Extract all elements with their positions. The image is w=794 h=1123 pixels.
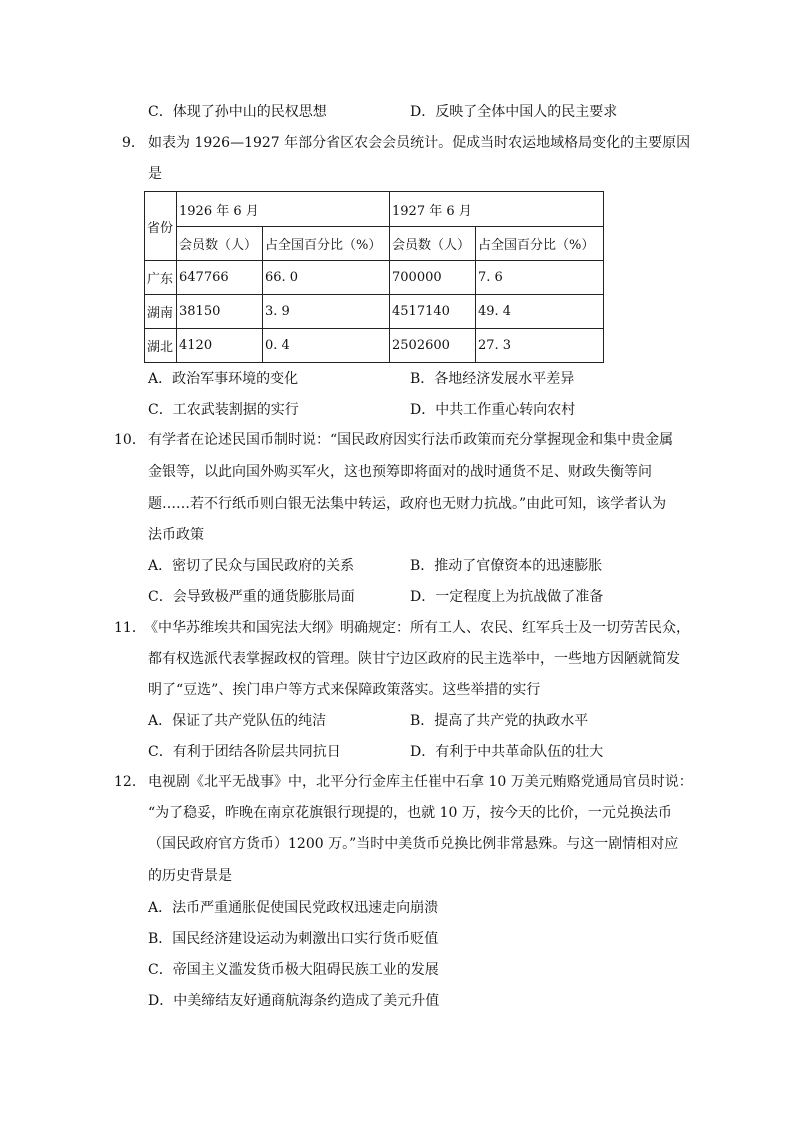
q12-option-a: A．法币严重通胀促使国民党政权迅速走向崩溃 bbox=[148, 900, 439, 916]
q12-line3: （国民政府官方货币）1200 万。”当时中美货币兑换比例非常悬殊。与这一剧情相对应 bbox=[148, 836, 679, 852]
table-cell-members-1926: 38150 bbox=[177, 295, 263, 329]
table-row bbox=[145, 261, 604, 295]
q11-number: 11． bbox=[114, 620, 146, 636]
q9-membership-table bbox=[144, 191, 604, 363]
q11-option-d: D．有利于中共革命队伍的壮大 bbox=[410, 744, 604, 760]
q9-stem-line1: 如表为 1926—1927 年部分省区农会会员统计。促成当时农运地域格局变化的主要原因 bbox=[148, 135, 691, 151]
table-row bbox=[145, 295, 604, 329]
q12-option-b: B．国民经济建设运动为刺激出口实行货币贬值 bbox=[148, 931, 439, 947]
q12-line4: 的历史背景是 bbox=[148, 868, 232, 884]
table-header-percent-1927: 占全国百分比（%） bbox=[476, 227, 604, 261]
table-cell-members-1927: 4517140 bbox=[390, 295, 476, 329]
table-header-members-1927: 会员数（人） bbox=[390, 227, 476, 261]
q9-option-d: D．中共工作重心转向农村 bbox=[410, 402, 576, 418]
table-cell-percent-1926: 66. 0 bbox=[263, 261, 390, 295]
table-row bbox=[145, 329, 604, 363]
q10-option-b: B．推动了官僚资本的迅速膨胀 bbox=[410, 558, 603, 574]
table-cell-percent-1926: 0. 4 bbox=[263, 329, 390, 363]
q12-line2: “为了稳妥，昨晚在南京花旗银行现提的，也就 10 万，按今天的比价，一元兑换法币 bbox=[148, 805, 672, 821]
q10-line1: 有学者在论述民国币制时说：“国民政府因实行法币政策而充分掌握现金和集中贵金属 bbox=[148, 432, 674, 448]
q12-option-c: C．帝国主义滥发货币极大阻碍民族工业的发展 bbox=[148, 962, 439, 978]
table-cell-percent-1926: 3. 9 bbox=[263, 295, 390, 329]
table-cell-percent-1927: 7. 6 bbox=[476, 261, 604, 295]
table-cell-members-1927: 2502600 bbox=[390, 329, 476, 363]
q12-line1: 电视剧《北平无战事》中，北平分行金库主任崔中石拿 10 万美元贿赂党通局官员时说： bbox=[148, 774, 693, 790]
q9-option-b: B．各地经济发展水平差异 bbox=[410, 371, 575, 387]
q9-option-c: C．工农武装割据的实行 bbox=[148, 402, 299, 418]
q10-number: 10． bbox=[114, 432, 146, 448]
table-cell-members-1926: 4120 bbox=[177, 329, 263, 363]
q10-option-d: D．一定程度上为抗战做了准备 bbox=[410, 589, 604, 605]
q11-line3: 明了“豆选”、挨门串户等方式来保障政策落实。这些举措的实行 bbox=[148, 682, 541, 698]
table-cell-members-1926: 647766 bbox=[177, 261, 263, 295]
table-cell-province: 广东 bbox=[145, 261, 177, 295]
table-header-1927: 1927 年 6 月 bbox=[390, 192, 604, 227]
q8-option-d: D．反映了全体中国人的民主要求 bbox=[410, 104, 618, 120]
table-header-percent-1926: 占全国百分比（%） bbox=[263, 227, 390, 261]
q10-option-c: C．会导致极严重的通货膨胀局面 bbox=[148, 589, 355, 605]
table-cell-members-1927: 700000 bbox=[390, 261, 476, 295]
q10-option-a: A．密切了民众与国民政府的关系 bbox=[148, 558, 355, 574]
q11-option-c: C．有利于团结各阶层共同抗日 bbox=[148, 744, 341, 760]
q11-line2: 都有权选派代表掌握政权的管理。陕甘宁边区政府的民主选举中，一些地方因陋就简发 bbox=[148, 651, 680, 667]
q12-number: 12． bbox=[114, 774, 146, 790]
q10-line2: 金银等，以此向国外购买军火，这也预筹即将面对的战时通货不足、财政失衡等问 bbox=[148, 464, 652, 480]
q11-option-a: A．保证了共产党队伍的纯洁 bbox=[148, 713, 327, 729]
table-cell-province: 湖北 bbox=[145, 329, 177, 363]
table-header-province: 省份 bbox=[145, 192, 177, 261]
table-header-1926: 1926 年 6 月 bbox=[177, 192, 390, 227]
q8-option-c: C．体现了孙中山的民权思想 bbox=[148, 104, 327, 120]
q11-line1: 《中华苏维埃共和国宪法大纲》明确规定：所有工人、农民、红军兵士及一切劳苦民众， bbox=[144, 620, 690, 636]
table-header-members-1926: 会员数（人） bbox=[177, 227, 263, 261]
table-cell-percent-1927: 27. 3 bbox=[476, 329, 604, 363]
table-cell-province: 湖南 bbox=[145, 295, 177, 329]
q10-line3: 题……若不行纸币则白银无法集中转运，政府也无财力抗战。”由此可知，该学者认为 bbox=[148, 496, 667, 512]
q9-option-a: A．政治军事环境的变化 bbox=[148, 371, 299, 387]
q11-option-b: B．提高了共产党的执政水平 bbox=[410, 713, 589, 729]
q9-number: 9． bbox=[122, 135, 145, 151]
table-cell-percent-1927: 49. 4 bbox=[476, 295, 604, 329]
q9-stem-line2: 是 bbox=[148, 166, 162, 182]
q12-option-d: D．中美缔结友好通商航海条约造成了美元升值 bbox=[148, 993, 440, 1009]
q10-line4: 法币政策 bbox=[148, 527, 204, 543]
